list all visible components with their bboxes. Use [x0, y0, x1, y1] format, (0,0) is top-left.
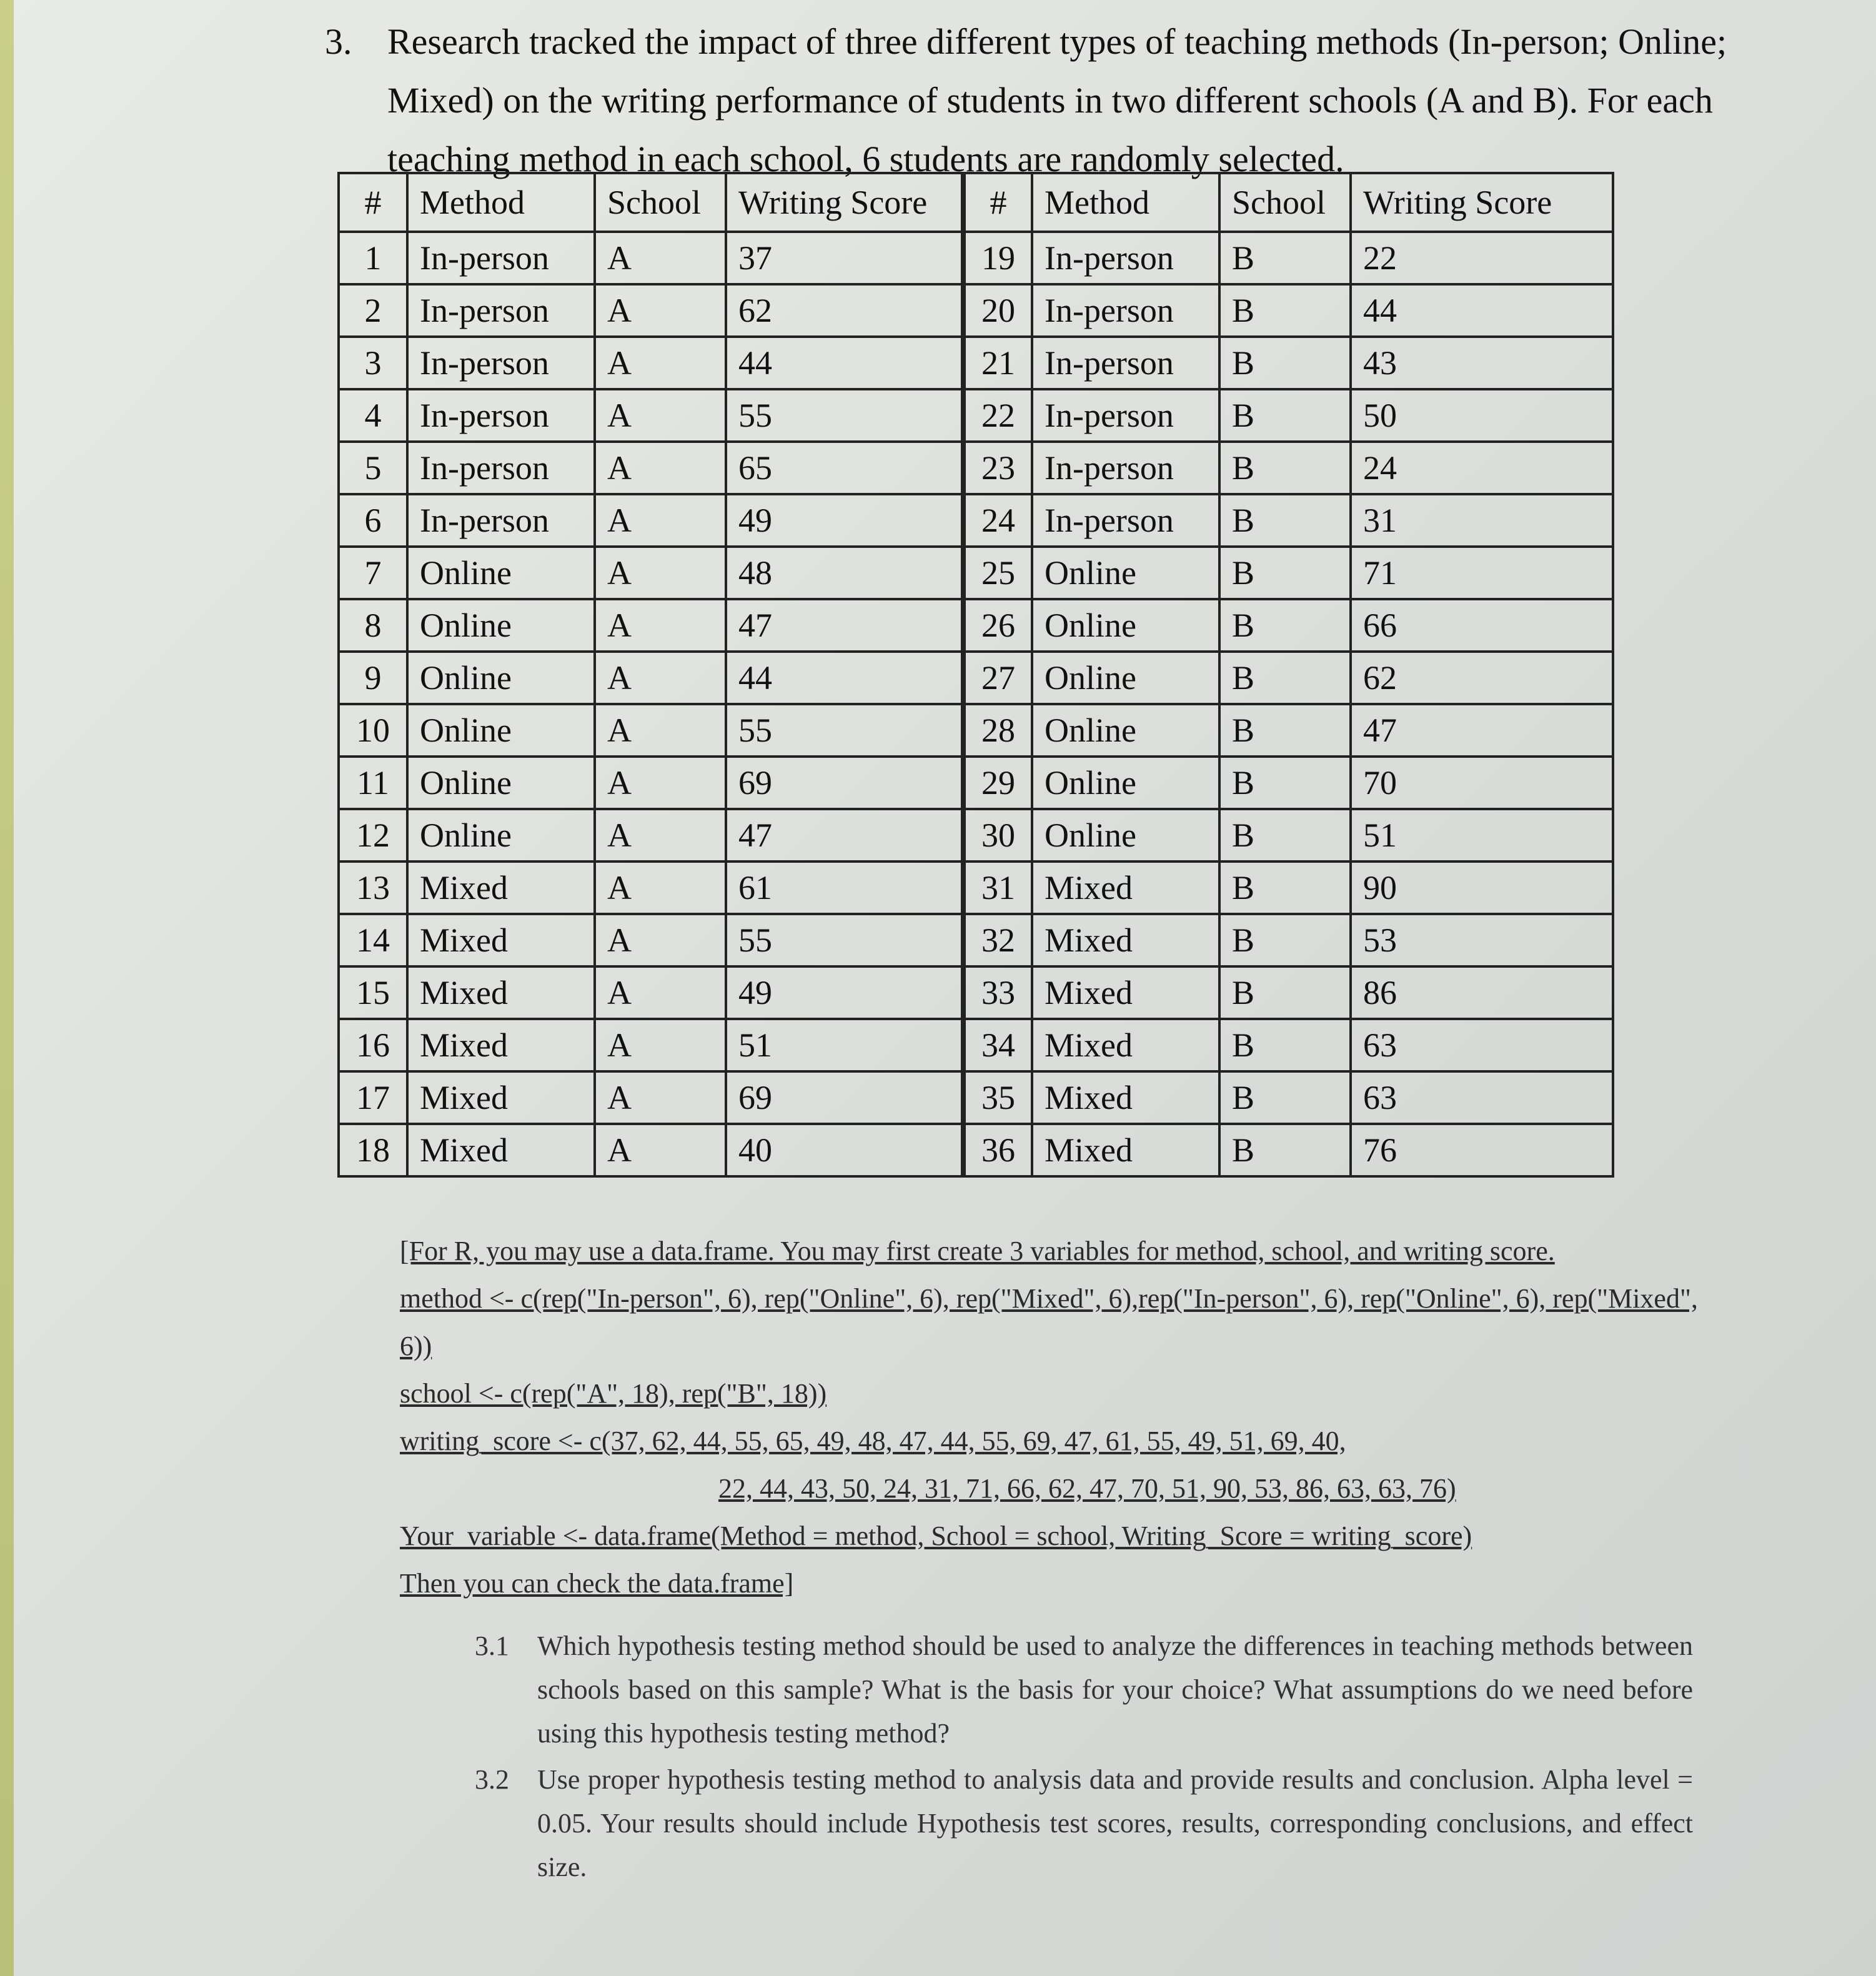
cell-writing-score: 31 [1351, 494, 1613, 547]
header-method: Method [407, 173, 595, 232]
r-instructions [400, 1228, 1724, 1607]
table-row [339, 652, 1613, 704]
r-dataframe-line: Your_variable <- data.frame(Method = method, School = school, Writing_Score = writing_score) [400, 1521, 1472, 1551]
cell-school: A [595, 494, 726, 547]
table-row [339, 494, 1613, 547]
cell-school: A [595, 389, 726, 442]
cell-school: A [595, 599, 726, 652]
cell-number: 20 [963, 284, 1032, 337]
table-body [339, 232, 1613, 1176]
cell-number: 25 [963, 547, 1032, 599]
cell-writing-score: 55 [726, 914, 963, 966]
table-row [339, 599, 1613, 652]
r-score-line-1: writing_score <- c(37, 62, 44, 55, 65, 49, 48, 47, 44, 55, 69, 47, 61, 55, 49, 51, 69, 40, [400, 1426, 1346, 1456]
cell-number: 5 [339, 442, 407, 494]
subquestion-3-1 [475, 1624, 1693, 1755]
cell-school: B [1219, 389, 1351, 442]
table-row [339, 284, 1613, 337]
cell-writing-score: 53 [1351, 914, 1613, 966]
cell-method: Mixed [407, 1019, 595, 1071]
cell-school: B [1219, 809, 1351, 861]
cell-writing-score: 66 [1351, 599, 1613, 652]
cell-number: 9 [339, 652, 407, 704]
cell-school: B [1219, 861, 1351, 914]
cell-school: B [1219, 1071, 1351, 1124]
table-row [339, 809, 1613, 861]
cell-method: In-person [407, 337, 595, 389]
cell-writing-score: 63 [1351, 1019, 1613, 1071]
header-school: School [595, 173, 726, 232]
cell-writing-score: 44 [726, 337, 963, 389]
cell-school: A [595, 1019, 726, 1071]
cell-method: Online [407, 547, 595, 599]
subquestion-number: 3.1 [475, 1631, 509, 1661]
question-intro [325, 12, 1762, 189]
table-row [339, 966, 1613, 1019]
cell-school: B [1219, 652, 1351, 704]
header-number: # [963, 173, 1032, 232]
cell-writing-score: 24 [1351, 442, 1613, 494]
cell-method: Online [407, 599, 595, 652]
question-text: Research tracked the impact of three different types of teaching methods (In-person; Online; Mixed) on the writing performance of students in two different schools (A and B). For each teaching method in each school, 6 students are randomly selected. [387, 21, 1727, 179]
cell-writing-score: 47 [726, 599, 963, 652]
cell-number: 17 [339, 1071, 407, 1124]
cell-writing-score: 49 [726, 494, 963, 547]
cell-number: 10 [339, 704, 407, 757]
cell-number: 8 [339, 599, 407, 652]
cell-number: 4 [339, 389, 407, 442]
cell-writing-score: 51 [1351, 809, 1613, 861]
cell-writing-score: 40 [726, 1124, 963, 1176]
cell-number: 33 [963, 966, 1032, 1019]
cell-writing-score: 62 [1351, 652, 1613, 704]
cell-school: B [1219, 966, 1351, 1019]
table-row [339, 547, 1613, 599]
cell-school: A [595, 704, 726, 757]
cell-school: A [595, 861, 726, 914]
table-row [339, 232, 1613, 284]
table-row [339, 757, 1613, 809]
cell-method: Mixed [1032, 966, 1219, 1019]
cell-writing-score: 69 [726, 757, 963, 809]
cell-method: In-person [407, 389, 595, 442]
cell-method: Mixed [407, 1124, 595, 1176]
cell-number: 1 [339, 232, 407, 284]
r-intro: [For R, you may use a data.frame. You may first create 3 variables for method, school, and writing score. [400, 1236, 1555, 1266]
cell-number: 28 [963, 704, 1032, 757]
r-closing: Then you can check the data.frame] [400, 1568, 794, 1599]
cell-writing-score: 62 [726, 284, 963, 337]
cell-number: 6 [339, 494, 407, 547]
table-row [339, 389, 1613, 442]
cell-school: B [1219, 494, 1351, 547]
cell-writing-score: 51 [726, 1019, 963, 1071]
header-writing-score: Writing Score [726, 173, 963, 232]
question-number: 3. [325, 21, 352, 62]
cell-school: A [595, 1124, 726, 1176]
cell-method: In-person [407, 494, 595, 547]
header-school: School [1219, 173, 1351, 232]
cell-writing-score: 37 [726, 232, 963, 284]
cell-writing-score: 48 [726, 547, 963, 599]
subquestions [475, 1624, 1693, 1892]
cell-school: B [1219, 232, 1351, 284]
cell-writing-score: 63 [1351, 1071, 1613, 1124]
table-row [339, 337, 1613, 389]
cell-method: Mixed [1032, 1124, 1219, 1176]
cell-writing-score: 69 [726, 1071, 963, 1124]
cell-number: 21 [963, 337, 1032, 389]
cell-method: Online [407, 809, 595, 861]
cell-method: In-person [1032, 442, 1219, 494]
writing-score-table [337, 172, 1614, 1178]
cell-school: A [595, 1071, 726, 1124]
cell-number: 7 [339, 547, 407, 599]
cell-number: 11 [339, 757, 407, 809]
cell-method: Online [1032, 809, 1219, 861]
header-method: Method [1032, 173, 1219, 232]
cell-school: A [595, 914, 726, 966]
cell-method: In-person [407, 284, 595, 337]
cell-number: 32 [963, 914, 1032, 966]
cell-number: 14 [339, 914, 407, 966]
cell-method: In-person [1032, 232, 1219, 284]
cell-writing-score: 44 [726, 652, 963, 704]
cell-writing-score: 86 [1351, 966, 1613, 1019]
cell-number: 16 [339, 1019, 407, 1071]
r-school-line: school <- c(rep("A", 18), rep("B", 18)) [400, 1378, 827, 1409]
cell-method: Mixed [407, 1071, 595, 1124]
cell-writing-score: 61 [726, 861, 963, 914]
cell-method: Mixed [407, 861, 595, 914]
cell-method: Online [1032, 547, 1219, 599]
cell-writing-score: 76 [1351, 1124, 1613, 1176]
cell-method: Mixed [1032, 1019, 1219, 1071]
cell-writing-score: 65 [726, 442, 963, 494]
worksheet-page [37, 0, 1849, 1976]
cell-method: Online [1032, 757, 1219, 809]
cell-number: 2 [339, 284, 407, 337]
cell-school: A [595, 337, 726, 389]
cell-method: Mixed [1032, 914, 1219, 966]
cell-number: 24 [963, 494, 1032, 547]
cell-number: 22 [963, 389, 1032, 442]
subquestion-text: Which hypothesis testing method should be used to analyze the differences in teaching methods between schools based on this sample? What is the basis for your choice? What assumptions do we need before using this hypothesis testing method? [537, 1631, 1693, 1749]
cell-school: A [595, 284, 726, 337]
cell-school: B [1219, 284, 1351, 337]
table-header-row [339, 173, 1613, 232]
cell-writing-score: 55 [726, 389, 963, 442]
cell-number: 26 [963, 599, 1032, 652]
cell-writing-score: 49 [726, 966, 963, 1019]
subquestion-text: Use proper hypothesis testing method to analysis data and provide results and conclusion. Alpha level = 0.05. Your results should include Hypothesis test scores, results, corresponding conclusions, and effect size. [537, 1764, 1693, 1882]
cell-school: A [595, 652, 726, 704]
cell-school: B [1219, 1019, 1351, 1071]
subquestion-number: 3.2 [475, 1764, 509, 1795]
cell-number: 13 [339, 861, 407, 914]
cell-method: In-person [1032, 389, 1219, 442]
cell-method: Mixed [1032, 861, 1219, 914]
cell-writing-score: 47 [726, 809, 963, 861]
cell-number: 15 [339, 966, 407, 1019]
cell-method: Mixed [407, 966, 595, 1019]
cell-school: B [1219, 1124, 1351, 1176]
cell-number: 23 [963, 442, 1032, 494]
cell-number: 29 [963, 757, 1032, 809]
cell-school: B [1219, 704, 1351, 757]
r-score-line-2: 22, 44, 43, 50, 24, 31, 71, 66, 62, 47, 70, 51, 90, 53, 86, 63, 63, 76) [718, 1473, 1456, 1504]
cell-school: A [595, 232, 726, 284]
cell-school: A [595, 442, 726, 494]
monitor-edge [0, 0, 14, 1976]
cell-method: Online [1032, 652, 1219, 704]
cell-school: B [1219, 337, 1351, 389]
cell-writing-score: 55 [726, 704, 963, 757]
cell-school: A [595, 809, 726, 861]
cell-school: B [1219, 547, 1351, 599]
cell-method: Mixed [407, 914, 595, 966]
cell-method: Online [407, 704, 595, 757]
cell-writing-score: 50 [1351, 389, 1613, 442]
cell-number: 3 [339, 337, 407, 389]
r-method-line: method <- c(rep("In-person", 6), rep("Online", 6), rep("Mixed", 6),rep("In-person", 6), rep("Online", 6), rep("Mixed", 6)) [400, 1283, 1698, 1361]
cell-method: Online [1032, 704, 1219, 757]
table-row [339, 1019, 1613, 1071]
cell-writing-score: 70 [1351, 757, 1613, 809]
cell-school: B [1219, 914, 1351, 966]
table-row [339, 1071, 1613, 1124]
cell-number: 30 [963, 809, 1032, 861]
cell-school: A [595, 547, 726, 599]
cell-number: 19 [963, 232, 1032, 284]
cell-writing-score: 44 [1351, 284, 1613, 337]
cell-method: Online [1032, 599, 1219, 652]
cell-number: 12 [339, 809, 407, 861]
table-row [339, 1124, 1613, 1176]
cell-number: 35 [963, 1071, 1032, 1124]
cell-method: In-person [1032, 494, 1219, 547]
table-row [339, 704, 1613, 757]
cell-school: B [1219, 757, 1351, 809]
cell-method: In-person [1032, 284, 1219, 337]
cell-writing-score: 22 [1351, 232, 1613, 284]
cell-method: Mixed [1032, 1071, 1219, 1124]
cell-number: 31 [963, 861, 1032, 914]
header-writing-score: Writing Score [1351, 173, 1613, 232]
cell-school: B [1219, 442, 1351, 494]
cell-school: A [595, 966, 726, 1019]
cell-writing-score: 90 [1351, 861, 1613, 914]
table-row [339, 861, 1613, 914]
cell-school: A [595, 757, 726, 809]
cell-writing-score: 71 [1351, 547, 1613, 599]
cell-method: In-person [1032, 337, 1219, 389]
cell-method: In-person [407, 442, 595, 494]
table-row [339, 442, 1613, 494]
cell-number: 34 [963, 1019, 1032, 1071]
header-number: # [339, 173, 407, 232]
cell-number: 36 [963, 1124, 1032, 1176]
cell-method: Online [407, 652, 595, 704]
subquestion-3-2 [475, 1758, 1693, 1889]
cell-school: B [1219, 599, 1351, 652]
cell-number: 18 [339, 1124, 407, 1176]
table-row [339, 914, 1613, 966]
cell-number: 27 [963, 652, 1032, 704]
cell-method: Online [407, 757, 595, 809]
cell-writing-score: 47 [1351, 704, 1613, 757]
cell-writing-score: 43 [1351, 337, 1613, 389]
cell-method: In-person [407, 232, 595, 284]
